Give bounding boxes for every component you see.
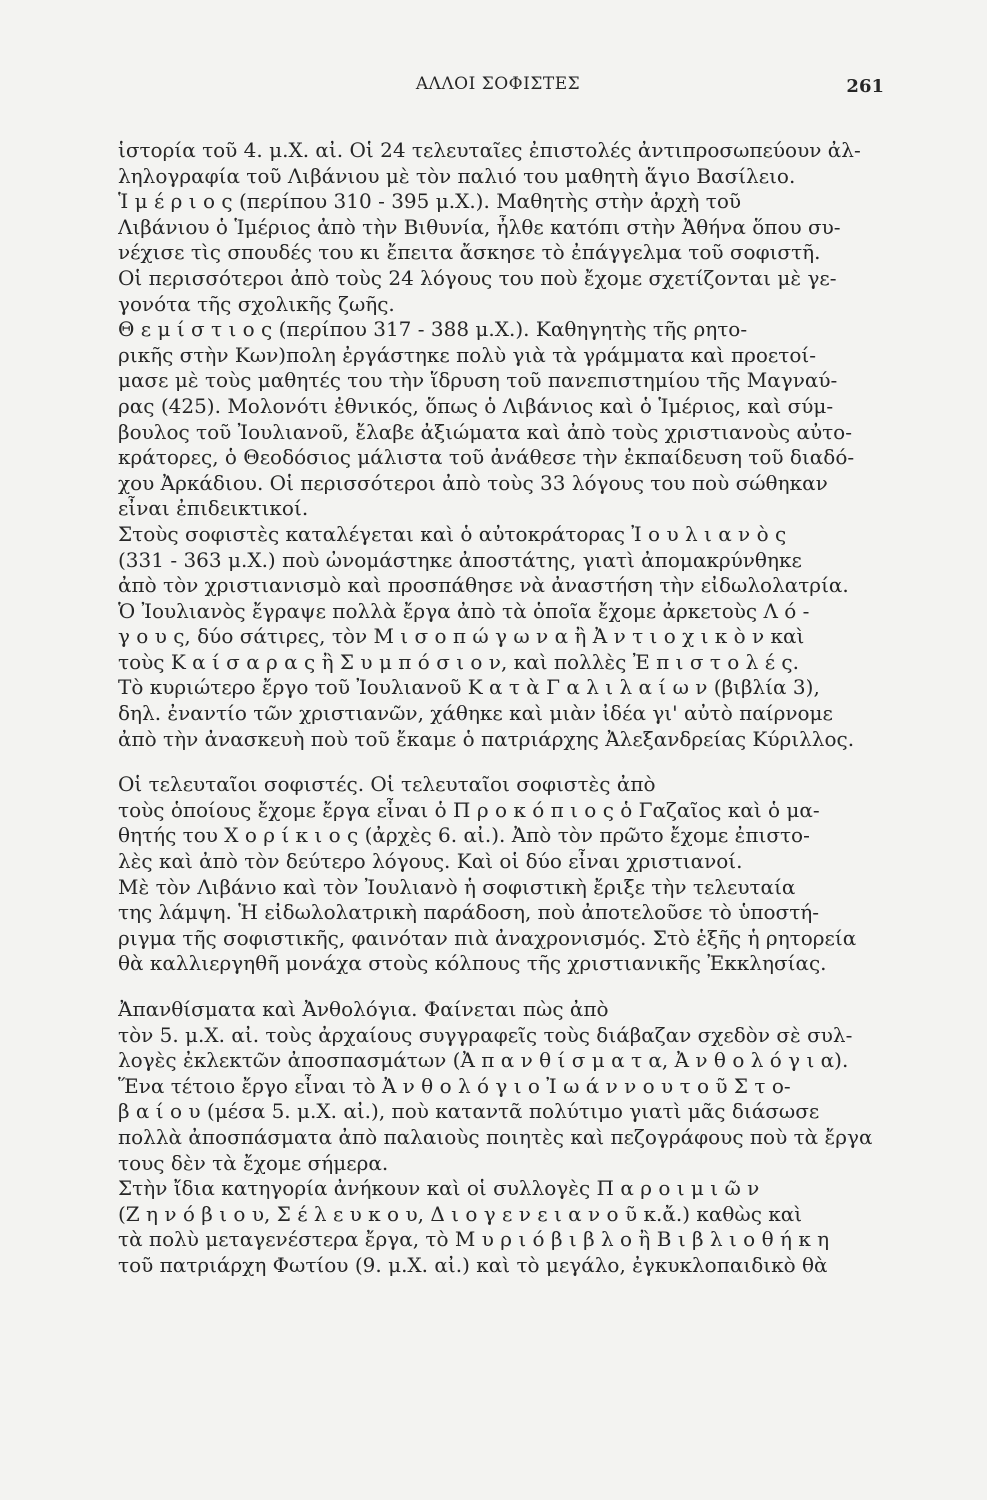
text-line: ἱστορία τοῦ 4. μ.Χ. αἰ. Οἱ 24 τελευταῖες ἐπιστολές ἀντιπροσωπεύουν ἀλ- [118, 138, 861, 162]
text-line: Μὲ τὸν Λιβάνιο καὶ τὸν Ἰουλιανὸ ἡ σοφιστικὴ ἔριξε τὴν τελευταία [118, 874, 796, 899]
text-line: τους δὲν τὰ ἔχομε σήμερα. [118, 1150, 389, 1175]
text-line: Ἕνα τέτοιο ἔργο εἶναι τὸ Ἀ ν θ ο λ ό γ ι ο Ἰ ω ά ν ν ο υ τ ο ῦ Σ τ ο- [118, 1073, 791, 1098]
text-line: Ὁ Ἰουλιανὸς ἔγραψε πολλὰ ἔργα ἀπὸ τὰ ὁποῖα ἔχομε ἀρκετοὺς Λ ό - [118, 598, 810, 623]
text-line: λογὲς ἐκλεκτῶν ἀποσπασμάτων (Ἀ π α ν θ ί σ μ α τ α, Ἀ ν θ ο λ ό γ ι α). [118, 1048, 849, 1073]
text-line: πολλὰ ἀποσπάσματα ἀπὸ παλαιοὺς ποιητὲς καὶ πεζογράφους ποὺ τὰ ἔργα [118, 1124, 873, 1149]
text-line: θὰ καλλιεργηθῆ μονάχα στοὺς κόλπους τῆς χριστιανικῆς Ἐκκλησίας. [118, 951, 827, 976]
text-line: (331 - 363 μ.Χ.) ποὺ ὠνομάστηκε ἀποστάτης, γιατὶ ἀπομακρύνθηκε [118, 547, 802, 572]
text-line: μασε μὲ τοὺς μαθητές του τὴν ἵδρυση τοῦ πανεπιστημίου τῆς Μαγναύ- [118, 368, 838, 393]
text-line: ληλογραφία τοῦ Λιβάνιου μὲ τὸν παλιό του μαθητὴ ἅγιο Βασίλειο. [118, 163, 796, 188]
text-line: βουλος τοῦ Ἰουλιανοῦ, ἔλαβε ἀξιώματα καὶ ἀπὸ τοὺς χριστιανοὺς αὐτο- [118, 419, 852, 444]
paragraph-block-3 [118, 997, 878, 1279]
paragraph-block-1 [118, 138, 878, 752]
paragraph-block-2 [118, 772, 878, 977]
text-line: κράτορες, ὁ Θεοδόσιος μάλιστα τοῦ ἀνάθεσε τὴν ἐκπαίδευση τοῦ διαδό- [118, 445, 855, 470]
body-text [118, 138, 878, 1279]
text-line: ἀπὸ τὴν ἀνασκευὴ ποὺ τοῦ ἔκαμε ὁ πατριάρχης Ἀλεξανδρείας Κύριλλος. [118, 726, 855, 751]
text-line: Τὸ κυριώτερο ἔργο τοῦ Ἰουλιανοῦ Κ α τ ὰ Γ α λ ι λ α ί ω ν (βιβλία 3), [118, 675, 820, 700]
text-line: Στὴν ἴδια κατηγορία ἀνήκουν καὶ οἱ συλλογὲς Π α ρ ο ι μ ι ῶ ν [118, 1176, 760, 1201]
text-line: Οἱ περισσότεροι ἀπὸ τοὺς 24 λόγους του ποὺ ἔχομε σχετίζονται μὲ γε- [118, 265, 837, 290]
text-line: της λάμψη. Ἡ εἰδωλολατρικὴ παράδοση, ποὺ ἀποτελοῦσε τὸ ὑποστή- [118, 900, 819, 925]
text-line: τοὺς ὁποίους ἔχομε ἔργα εἶναι ὁ Π ρ ο κ ό π ι ο ς ὁ Γαζαῖος καὶ ὁ μα- [118, 797, 820, 822]
text-line: Ἀπανθίσματα καὶ Ἀνθολόγια. Φαίνεται πὼς ἀπὸ [118, 997, 609, 1021]
text-line: Θ ε μ ί σ τ ι ο ς (περίπου 317 - 388 μ.Χ.). Καθηγητὴς τῆς ρητο- [118, 317, 748, 342]
text-line: τοὺς Κ α ί σ α ρ α ς ἢ Σ υ μ π ό σ ι ο ν, καὶ πολλὲς Ἐ π ι σ τ ο λ έ ς. [118, 649, 799, 674]
text-line: ἀπὸ τὸν χριστιανισμὸ καὶ προσπάθησε νὰ ἀναστήση τὴν εἰδωλολατρία. [118, 573, 849, 598]
text-line: νέχισε τὶς σπουδές του κι ἔπειτα ἄσκησε τὸ ἐπάγγελμα τοῦ σοφιστῆ. [118, 240, 821, 265]
text-line: δηλ. ἐναντίο τῶν χριστιανῶν, χάθηκε καὶ μιὰν ἰδέα γι' αὐτὸ παίρνομε [118, 701, 833, 726]
text-line: γονότα τῆς σχολικῆς ζωῆς. [118, 291, 395, 316]
text-line: Οἱ τελευταῖοι σοφιστές. Οἱ τελευταῖοι σοφιστὲς ἀπὸ [118, 772, 656, 797]
text-line: θητής του Χ ο ρ ί κ ι ο ς (ἀρχὲς 6. αἰ.). Ἀπὸ τὸν πρῶτο ἔχομε ἐπιστο- [118, 823, 810, 848]
text-line: β α ί ο υ (μέσα 5. μ.Χ. αἰ.), ποὺ καταντᾶ πολύτιμο γιατὶ μᾶς διάσωσε [118, 1099, 820, 1124]
text-line: ρικῆς στὴν Κων)πολη ἐργάστηκε πολὺ γιὰ τὰ γράμματα καὶ προετοί- [118, 342, 816, 367]
text-line: χου Ἀρκάδιου. Οἱ περισσότεροι ἀπὸ τοὺς 33 λόγους του ποὺ σώθηκαν [118, 470, 828, 495]
running-title: ΑΛΛΟΙ ΣΟΦΙΣΤΕΣ [415, 74, 581, 94]
text-line: τὰ πολὺ μεταγενέστερα ἔργα, τὸ Μ υ ρ ι ό β ι β λ ο ἢ Β ι β λ ι ο θ ή κ η [118, 1227, 830, 1252]
text-line: τοῦ πατριάρχη Φωτίου (9. μ.Χ. αἰ.) καὶ τὸ μεγάλο, ἐγκυκλοπαιδικὸ θὰ [118, 1252, 828, 1277]
section-gap [118, 752, 878, 772]
text-line: ριγμα τῆς σοφιστικῆς, φαινόταν πιὰ ἀναχρονισμός. Στὸ ἑξῆς ἡ ρητορεία [118, 925, 857, 950]
text-line: γ ο υ ς, δύο σάτιρες, τὸν Μ ι σ ο π ώ γ ω ν α ἢ Ἀ ν τ ι ο χ ι κ ὸ ν καὶ [118, 624, 805, 649]
page-number: 261 [846, 76, 884, 97]
text-line: (Ζ η ν ό β ι ο υ, Σ έ λ ε υ κ ο υ, Δ ι ο γ ε ν ε ι α ν ο ῦ κ.ἄ.) καθὼς καὶ [118, 1201, 803, 1226]
text-line: Λιβάνιου ὁ Ἱμέριος ἀπὸ τὴν Βιθυνία, ἦλθε κατόπι στὴν Ἀθήνα ὅπου συ- [118, 214, 841, 239]
text-line: εἶναι ἐπιδεικτικοί. [118, 496, 309, 521]
section-gap [118, 977, 878, 997]
text-line: Στοὺς σοφιστὲς καταλέγεται καὶ ὁ αὐτοκράτορας Ἰ ο υ λ ι α ν ὸ ς [118, 521, 787, 546]
page-header [118, 74, 884, 104]
text-line: ρας (425). Μολονότι ἐθνικός, ὅπως ὁ Λιβάνιος καὶ ὁ Ἱμέριος, καὶ σύμ- [118, 393, 834, 418]
text-line: λὲς καὶ ἀπὸ τὸν δεύτερο λόγους. Καὶ οἱ δύο εἶναι χριστιανοί. [118, 849, 743, 874]
text-line: Ἱ μ έ ρ ι ο ς (περίπου 310 - 395 μ.Χ.). Μαθητὴς στὴν ἀρχὴ τοῦ [118, 189, 742, 214]
text-line: τὸν 5. μ.Χ. αἰ. τοὺς ἀρχαίους συγγραφεῖς τοὺς διάβαζαν σχεδὸν σὲ συλ- [118, 1022, 853, 1047]
